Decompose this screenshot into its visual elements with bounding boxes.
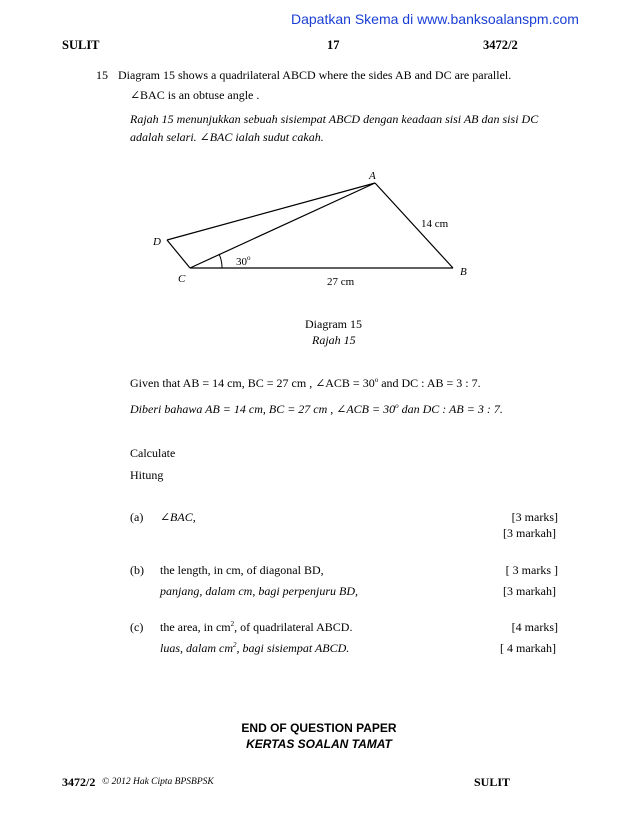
end-of-paper-en: END OF QUESTION PAPER — [241, 721, 397, 735]
vertex-label-c: C — [178, 273, 186, 285]
calculate-my: Hitung — [130, 468, 164, 482]
end-of-paper-my: KERTAS SOALAN TAMAT — [246, 737, 392, 751]
calculate-en: Calculate — [130, 446, 176, 460]
vertex-label-b: B — [460, 266, 467, 278]
vertex-label-d: D — [153, 236, 161, 248]
part-b-label: (b) — [130, 563, 144, 577]
part-b-marks-my: [3 markah] — [503, 584, 556, 598]
given-en: Given that AB = 14 cm, BC = 27 cm , ∠ACB = $30^o$ and DC : AB = 3 : 7. — [130, 376, 481, 390]
part-b-text-en: the length, in cm, of diagonal BD, — [160, 563, 324, 577]
part-c-marks-my: [ 4 markah] — [500, 641, 556, 655]
side-bc-length-label: 27 cm — [327, 276, 355, 288]
question-en-line2: ∠BAC is an obtuse angle . — [130, 88, 260, 102]
footer-paper-code: 3472/2 — [62, 775, 96, 789]
angle-acb-arc — [219, 254, 222, 268]
part-b-text-my: panjang, dalam cm, bagi perpenjuru BD, — [160, 584, 358, 598]
side-da-line — [167, 183, 375, 240]
part-a-marks-en: [3 marks] — [511, 510, 558, 524]
question-my-line1: Rajah 15 menunjukkan sebuah sisiempat ABCD dengan keadaan sisi AB dan sisi DC — [130, 112, 539, 126]
header-page-number: 17 — [327, 38, 340, 52]
diagram-caption-en: Diagram 15 — [305, 317, 362, 331]
diagram-15 — [0, 0, 638, 330]
question-my-line2: adalah selari. ∠BAC ialah sudut cakah. — [130, 130, 324, 144]
side-dc-line — [167, 240, 190, 268]
given-my: Diberi bahawa AB = 14 cm, BC = 27 cm , ∠ACB = $30^o$ dan DC : AB = 3 : 7. — [130, 402, 503, 416]
watermark-text: Dapatkan Skema di www.banksoalanspm.com — [291, 11, 579, 27]
header-paper-code: 3472/2 — [483, 38, 518, 52]
vertex-label-a: A — [369, 170, 376, 182]
footer-sulit: SULIT — [474, 775, 511, 789]
part-a-marks-my: [3 markah] — [503, 526, 556, 540]
diagram-caption-my: Rajah 15 — [312, 333, 356, 347]
angle-acb-label: 30$^o$ — [236, 254, 251, 268]
part-c-text-en: the area, in $cm^2$, of quadrilateral ABCD. — [160, 620, 353, 634]
part-a-text: ∠BAC, — [160, 510, 196, 524]
question-en-line1: Diagram 15 shows a quadrilateral ABCD where the sides AB and DC are parallel. — [118, 68, 512, 82]
footer-copyright: © 2012 Hak Cipta BPSBPSK — [102, 777, 214, 787]
part-c-marks-en: [4 marks] — [511, 620, 558, 634]
side-ab-length-label: 14 cm — [421, 218, 449, 230]
part-c-label: (c) — [130, 620, 144, 634]
question-number: 15 — [96, 68, 108, 82]
header-sulit: SULIT — [62, 38, 100, 52]
part-c-text-my: luas, dalam $cm^2$, bagi sisiempat ABCD. — [160, 641, 350, 655]
part-b-marks-en: [ 3 marks ] — [505, 563, 558, 577]
part-a-label: (a) — [130, 510, 144, 524]
